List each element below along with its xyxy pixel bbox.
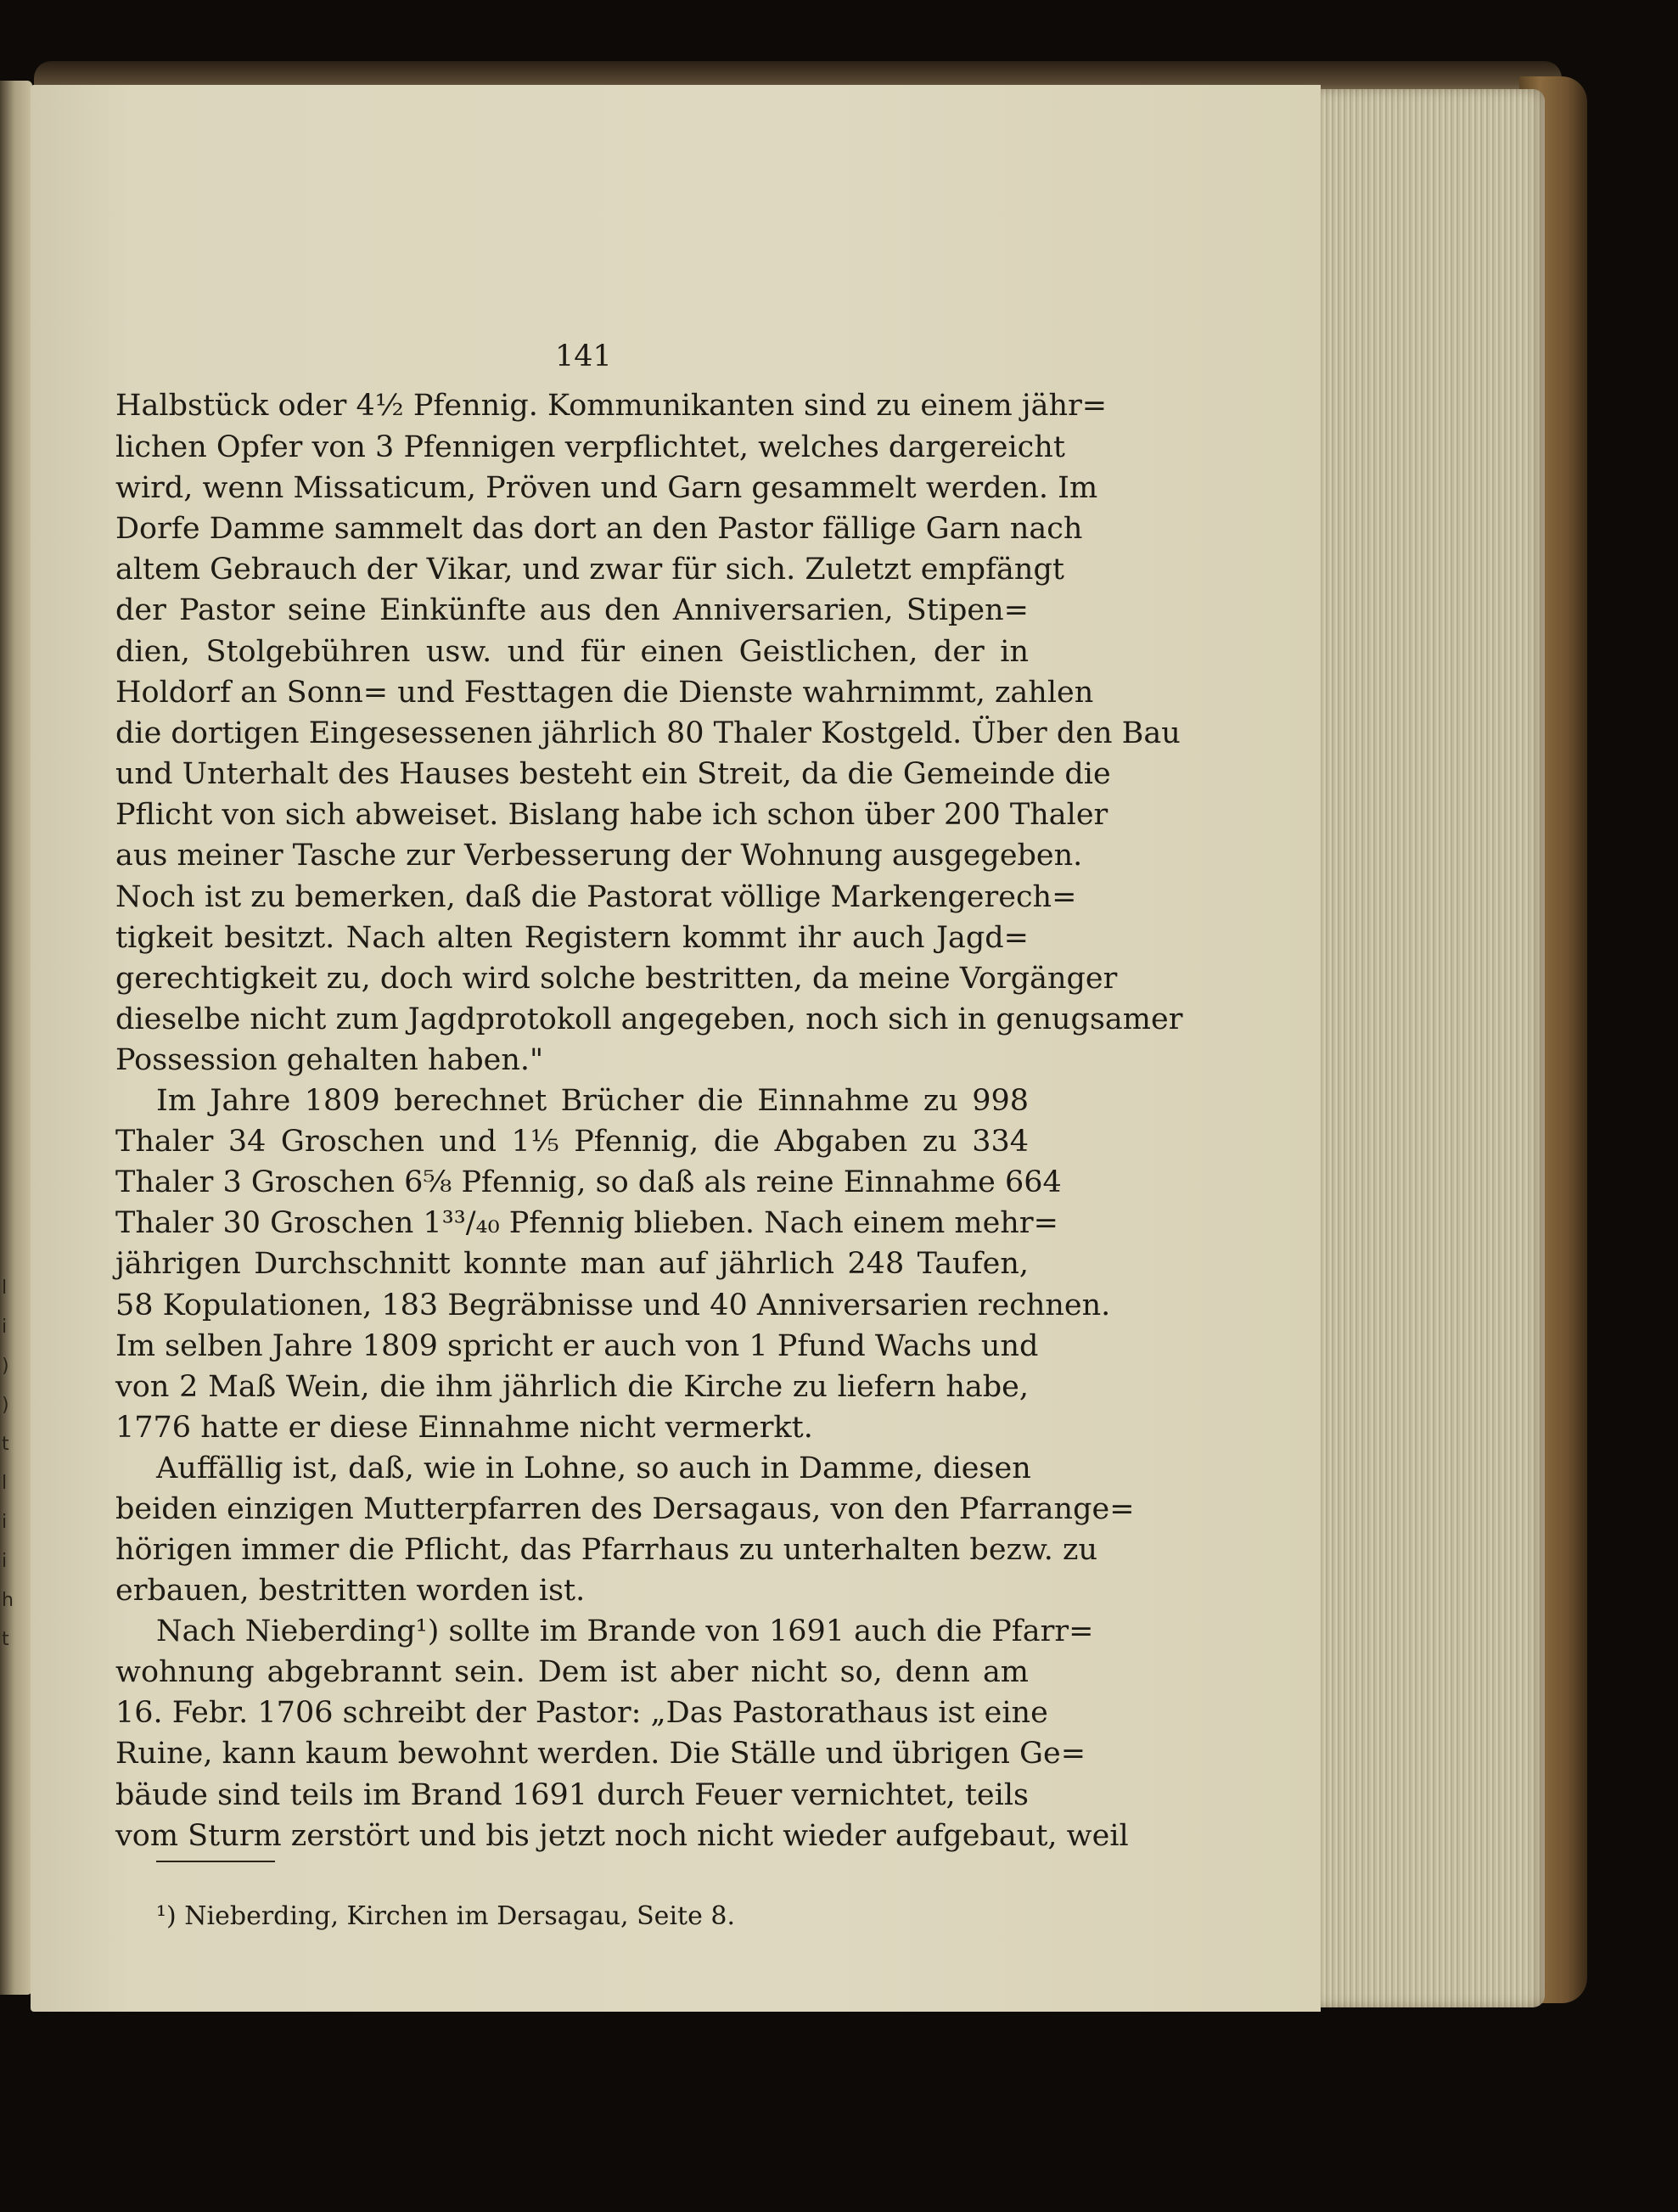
page-block-edges: [1299, 89, 1545, 2007]
text-line: Pflicht von sich abweiset. Bislang habe ich schon über 200 Thaler: [115, 798, 1108, 832]
text-line: Thaler 30 Groschen 1³³/₄₀ Pfennig blieben. Nach einem mehr=: [115, 1206, 1058, 1240]
previous-page-letter: i: [2, 1317, 8, 1338]
text-line: Noch ist zu bemerken, daß die Pastorat völlige Markengerech=: [115, 880, 1077, 914]
text-line: wird, wenn Missaticum, Pröven und Garn gesammelt werden. Im: [115, 471, 1098, 505]
text-line: jährigen Durchschnitt konnte man auf jährlich 248 Taufen,: [115, 1247, 1029, 1281]
text-line: hörigen immer die Pflicht, das Pfarrhaus zu unterhalten bezw. zu: [115, 1533, 1098, 1567]
previous-page-letter: ): [2, 1395, 9, 1416]
text-line: 16. Febr. 1706 schreibt der Pastor: „Das Pastorathaus ist eine: [115, 1696, 1048, 1730]
text-line: 58 Kopulationen, 183 Begräbnisse und 40 Anniversarien rechnen.: [115, 1288, 1111, 1322]
text-line: altem Gebrauch der Vikar, und zwar für sich. Zuletzt empfängt: [115, 553, 1064, 587]
previous-page-letter: t: [2, 1629, 9, 1650]
text-line: bäude sind teils im Brand 1691 durch Feuer vernichtet, teils: [115, 1778, 1029, 1812]
text-line: wohnung abgebrannt sein. Dem ist aber nicht so, denn am: [115, 1655, 1029, 1689]
footnote: ¹) Nieberding, Kirchen im Dersagau, Seite 8.: [156, 1901, 736, 1931]
book-page: [31, 85, 1321, 2012]
text-line: gerechtigkeit zu, doch wird solche bestritten, da meine Vorgänger: [115, 962, 1118, 996]
previous-page-letter: l: [2, 1277, 8, 1299]
previous-page-letter: i: [2, 1551, 8, 1572]
previous-page-letter: i: [2, 1512, 8, 1533]
text-line: Thaler 3 Groschen 6⅝ Pfennig, so daß als reine Einnahme 664: [115, 1165, 1062, 1199]
footnote-rule: [156, 1861, 275, 1862]
previous-page-letter: t: [2, 1434, 9, 1455]
text-line: 1776 hatte er diese Einnahme nicht vermerkt.: [115, 1411, 813, 1445]
text-line: Dorfe Damme sammelt das dort an den Pastor fällige Garn nach: [115, 512, 1083, 546]
text-line: Auffällig ist, daß, wie in Lohne, so auch in Damme, diesen: [156, 1451, 1031, 1485]
text-line: Im Jahre 1809 berechnet Brücher die Einnahme zu 998: [156, 1084, 1029, 1118]
text-line: lichen Opfer von 3 Pfennigen verpflichtet, welches dargereicht: [115, 430, 1065, 464]
previous-page-letter: ): [2, 1356, 9, 1377]
text-line: von 2 Maß Wein, die ihm jährlich die Kirche zu liefern habe,: [115, 1370, 1029, 1404]
text-line: Thaler 34 Groschen und 1⅕ Pfennig, die Abgaben zu 334: [115, 1125, 1029, 1159]
text-line: beiden einzigen Mutterpfarren des Dersagaus, von den Pfarrange=: [115, 1492, 1135, 1526]
previous-page-letter: h: [2, 1590, 14, 1611]
text-line: dien, Stolgebühren usw. und für einen Geistlichen, der in: [115, 635, 1029, 669]
text-line: Nach Nieberding¹) sollte im Brande von 1691 auch die Pfarr=: [156, 1614, 1094, 1648]
text-line: die dortigen Eingesessenen jährlich 80 Thaler Kostgeld. Über den Bau: [115, 716, 1181, 750]
text-line: Possession gehalten haben.": [115, 1043, 544, 1077]
text-line: Ruine, kann kaum bewohnt werden. Die Ställe und übrigen Ge=: [115, 1737, 1086, 1771]
previous-page-letter: l: [2, 1473, 8, 1494]
text-line: dieselbe nicht zum Jagdprotokoll angegeben, noch sich in genugsamer: [115, 1002, 1183, 1036]
text-line: Holdorf an Sonn= und Festtagen die Dienste wahrnimmt, zahlen: [115, 676, 1094, 710]
page-number: 141: [555, 340, 612, 373]
text-line: vom Sturm zerstört und bis jetzt noch nicht wieder aufgebaut, weil: [115, 1819, 1129, 1853]
text-line: Halbstück oder 4½ Pfennig. Kommunikanten sind zu einem jähr=: [115, 389, 1108, 423]
text-line: aus meiner Tasche zur Verbesserung der Wohnung ausgegeben.: [115, 839, 1083, 873]
text-line: Im selben Jahre 1809 spricht er auch von 1 Pfund Wachs und: [115, 1329, 1039, 1363]
previous-page-letters: [2, 1269, 14, 1659]
previous-page-edge: [0, 81, 32, 1995]
text-line: erbauen, bestritten worden ist.: [115, 1574, 586, 1608]
text-line: tigkeit besitzt. Nach alten Registern kommt ihr auch Jagd=: [115, 921, 1029, 955]
text-line: der Pastor seine Einkünfte aus den Anniversarien, Stipen=: [115, 593, 1029, 627]
text-line: und Unterhalt des Hauses besteht ein Streit, da die Gemeinde die: [115, 757, 1111, 791]
